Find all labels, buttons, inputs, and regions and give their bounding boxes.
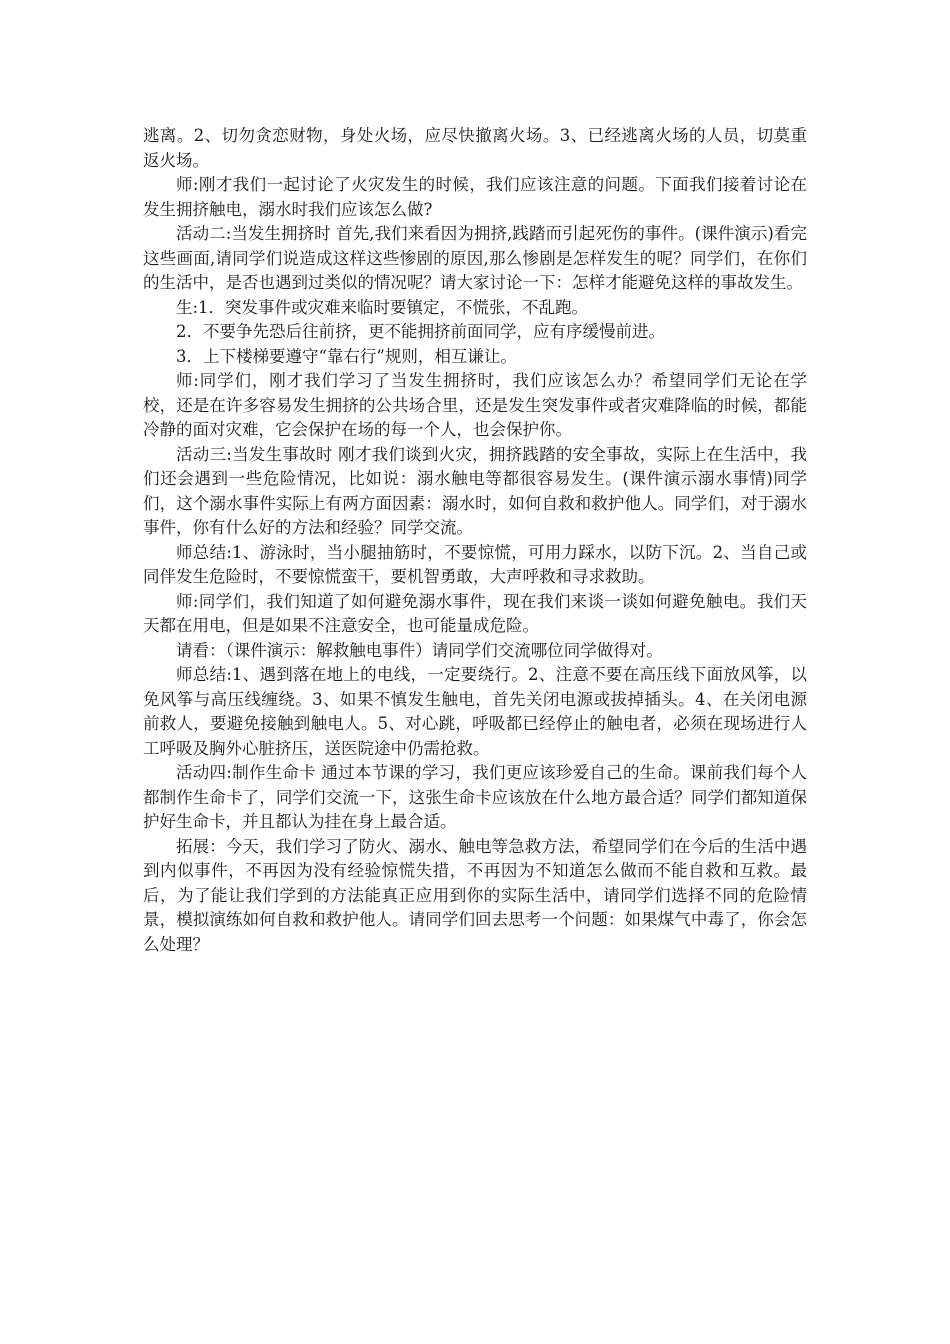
paragraph-electric-summary: 师总结:1、遇到落在地上的电线，一定要绕行。2、注意不要在高压线下面放风筝，以免风筝与高压线缠绕。3、如果不慎发生触电，首先关闭电源或拔掉插头。4、在关闭电源前救人，要避免接触到触电人。5、对心跳，呼吸都已经停止的触电者，必须在现场进行人工呼吸及胸外心脏挤压，送医院途中仍需抢救。 bbox=[143, 665, 807, 758]
paragraph-activity-two: 活动二:当发生拥挤时 首先,我们来看因为拥挤,践踏而引起死伤的事件。(课件演示)看完这些画面,请同学们说造成这样这些惨剧的原因,那么惨剧是怎样发生的呢？同学们，在你们的生活中，是否也遇到过类似的情况呢？请大家讨论一下：怎样才能避免这样的事故发生。 bbox=[143, 224, 807, 292]
paragraph-activity-three: 活动三:当发生事故时 刚才我们谈到火灾，拥挤践踏的安全事故，实际上在生活中，我们还会遇到一些危险情况，比如说：溺水触电等都很容易发生。(课件演示溺水事情)同学们，这个溺水事件实际上有两方面因素：溺水时，如何自救和救护他人。同学们，对于溺水事件，你有什么好的方法和经验？同学交流。 bbox=[143, 444, 807, 537]
paragraph-student-point-2: 2．不要争先恐后往前挤，更不能拥挤前面同学，应有序缓慢前进。 bbox=[176, 322, 665, 341]
paragraph-student-point-3: 3．上下楼梯要遵守“靠右行”规则，相互谦让。 bbox=[176, 346, 517, 366]
paragraph-extension: 拓展：今天，我们学习了防火、溺水、触电等急救方法，希望同学们在今后的生活中遇到内似事件，不再因为没有经验惊慌失措，不再因为不知道怎么做而不能自救和互救。最后，为了能让我们学到的方法能真正应用到你的实际生活中，请同学们选择不同的危险情景，模拟演练如何自救和救护他人。请同学们回去思考一个问题：如果煤气中毒了，你会怎么处理？ bbox=[143, 836, 807, 954]
paragraph-electric-intro: 师:同学们，我们知道了如何避免溺水事件，现在我们来谈一谈如何避免触电。我们天天都在用电，但是如果不注意安全，也可能量成危险。 bbox=[143, 591, 807, 635]
paragraph-courseware-electric: 请看：（课件演示：解救触电事件）请同学们交流哪位同学做得对。 bbox=[176, 640, 663, 660]
document-body bbox=[143, 124, 807, 957]
paragraph-student-point-1: 生:1．突发事件或灾难来临时要镇定，不慌张，不乱跑。 bbox=[176, 297, 589, 317]
paragraph-activity-four: 活动四:制作生命卡 通过本节课的学习，我们更应该珍爱自己的生命。课前我们每个人都制作生命卡了，同学们交流一下，这张生命卡应该放在什么地方最合适？同学们都知道保护好生命卡，并且都认为挂在身上最合适。 bbox=[143, 763, 807, 831]
paragraph-teacher-crowding-summary: 师:同学们，刚才我们学习了当发生拥挤时，我们应该怎么办？希望同学们无论在学校，还是在许多容易发生拥挤的公共场合里，还是发生突发事件或者灾难降临的时候，都能冷静的面对灾难，它会保护在场的每一个人，也会保护你。 bbox=[143, 371, 807, 439]
paragraph-teacher-transition: 师:刚才我们一起讨论了火灾发生的时候，我们应该注意的问题。下面我们接着讨论在发生拥挤触电，溺水时我们应该怎么做? bbox=[143, 175, 807, 219]
paragraph-fire-escape-continued: 逃离。2、切勿贪恋财物，身处火场，应尽快撤离火场。3、已经逃离火场的人员，切莫重返火场。 bbox=[143, 126, 807, 170]
paragraph-drowning-summary: 师总结:1、游泳时，当小腿抽筋时，不要惊慌，可用力踩水，以防下沉。2、当自己或同伴发生危险时，不要惊慌蛮干，要机智勇敢，大声呼救和寻求救助。 bbox=[143, 542, 807, 586]
